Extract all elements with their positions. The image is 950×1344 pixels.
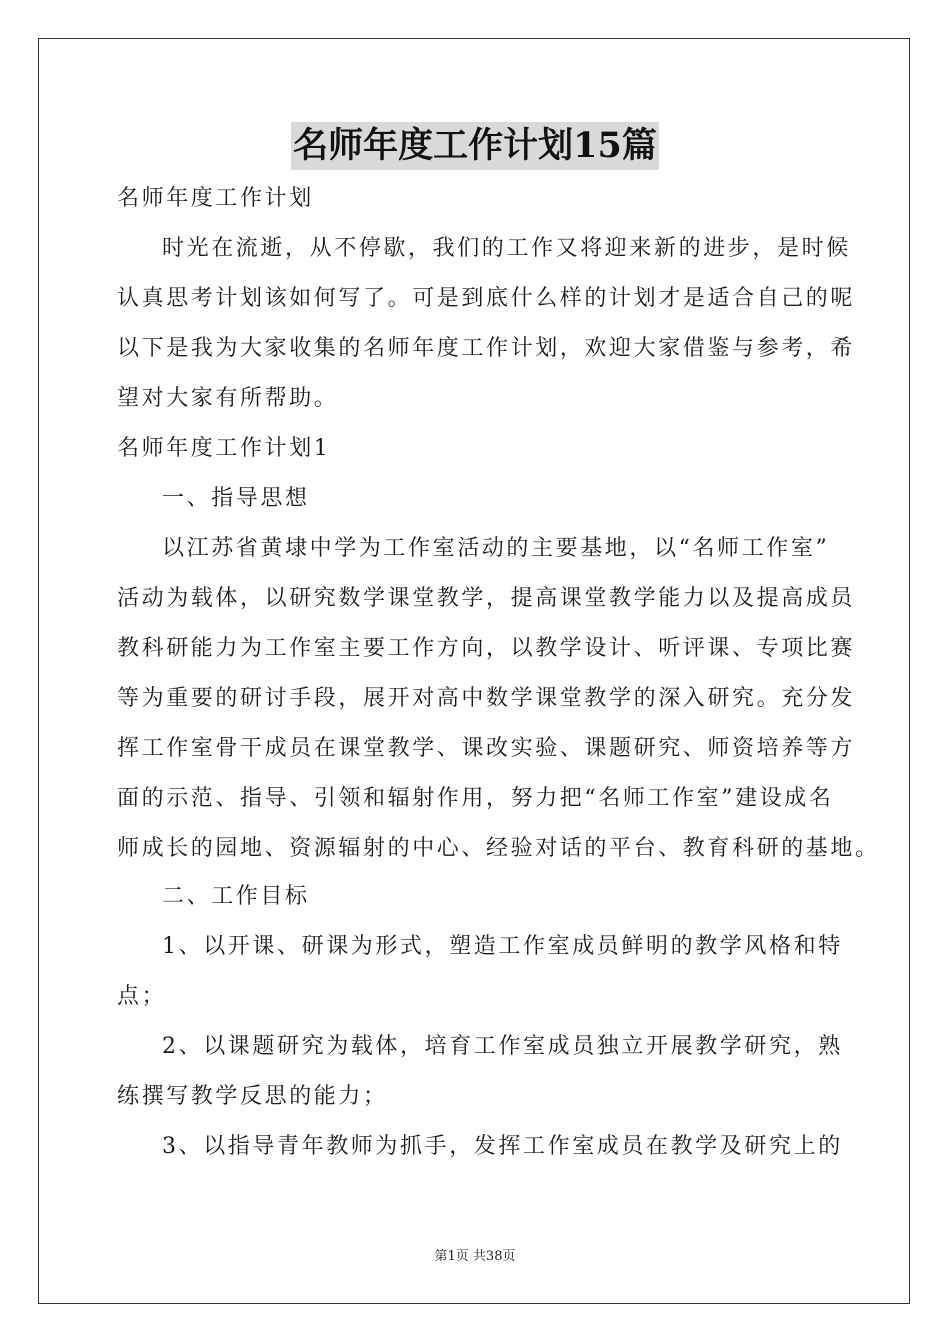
paragraph-line: 面的示范、指导、引领和辐射作用，努力把“名师工作室”建设成名 <box>117 786 834 811</box>
heading-line: 名师年度工作计划 <box>117 186 314 211</box>
list-item: 3、以指导青年教师为抓手，发挥工作室成员在教学及研究上的 <box>162 1134 843 1159</box>
subheading: 二、工作目标 <box>162 884 310 909</box>
list-item: 2、以课题研究为载体，培育工作室成员独立开展教学研究，熟 <box>162 1034 843 1059</box>
paragraph-line: 等为重要的研讨手段，展开对高中数学课堂教学的深入研究。充分发 <box>117 686 856 711</box>
title-container <box>0 122 950 170</box>
section-title: 名师年度工作计划1 <box>117 436 331 461</box>
list-item-continuation: 练撰写教学反思的能力； <box>117 1084 388 1109</box>
paragraph-line: 挥工作室骨干成员在课堂教学、课改实验、课题研究、师资培养等方 <box>117 736 856 761</box>
page-border <box>38 38 910 1304</box>
paragraph-line: 望对大家有所帮助。 <box>117 386 339 411</box>
paragraph-line: 活动为载体，以研究数学课堂教学，提高课堂教学能力以及提高成员 <box>117 586 856 611</box>
page-footer: 第1页 共38页 <box>434 1249 516 1264</box>
paragraph-line: 师成长的园地、资源辐射的中心、经验对话的平台、教育科研的基地。 <box>117 836 880 861</box>
paragraph-line: 时光在流逝，从不停歇，我们的工作又将迎来新的进步，是时候 <box>162 236 851 261</box>
list-item: 1、以开课、研课为形式，塑造工作室成员鲜明的教学风格和特 <box>162 934 843 959</box>
paragraph-line: 以下是我为大家收集的名师年度工作计划，欢迎大家借鉴与参考，希 <box>117 336 856 361</box>
paragraph-line: 认真思考计划该如何写了。可是到底什么样的计划才是适合自己的呢 <box>117 286 856 311</box>
paragraph-line: 以江苏省黄埭中学为工作室活动的主要基地，以“名师工作室” <box>162 536 830 561</box>
document-title: 名师年度工作计划15篇 <box>291 122 659 170</box>
paragraph-line: 教科研能力为工作室主要工作方向，以教学设计、听评课、专项比赛 <box>117 636 856 661</box>
list-item-continuation: 点； <box>117 984 167 1009</box>
subheading: 一、指导思想 <box>162 486 310 511</box>
